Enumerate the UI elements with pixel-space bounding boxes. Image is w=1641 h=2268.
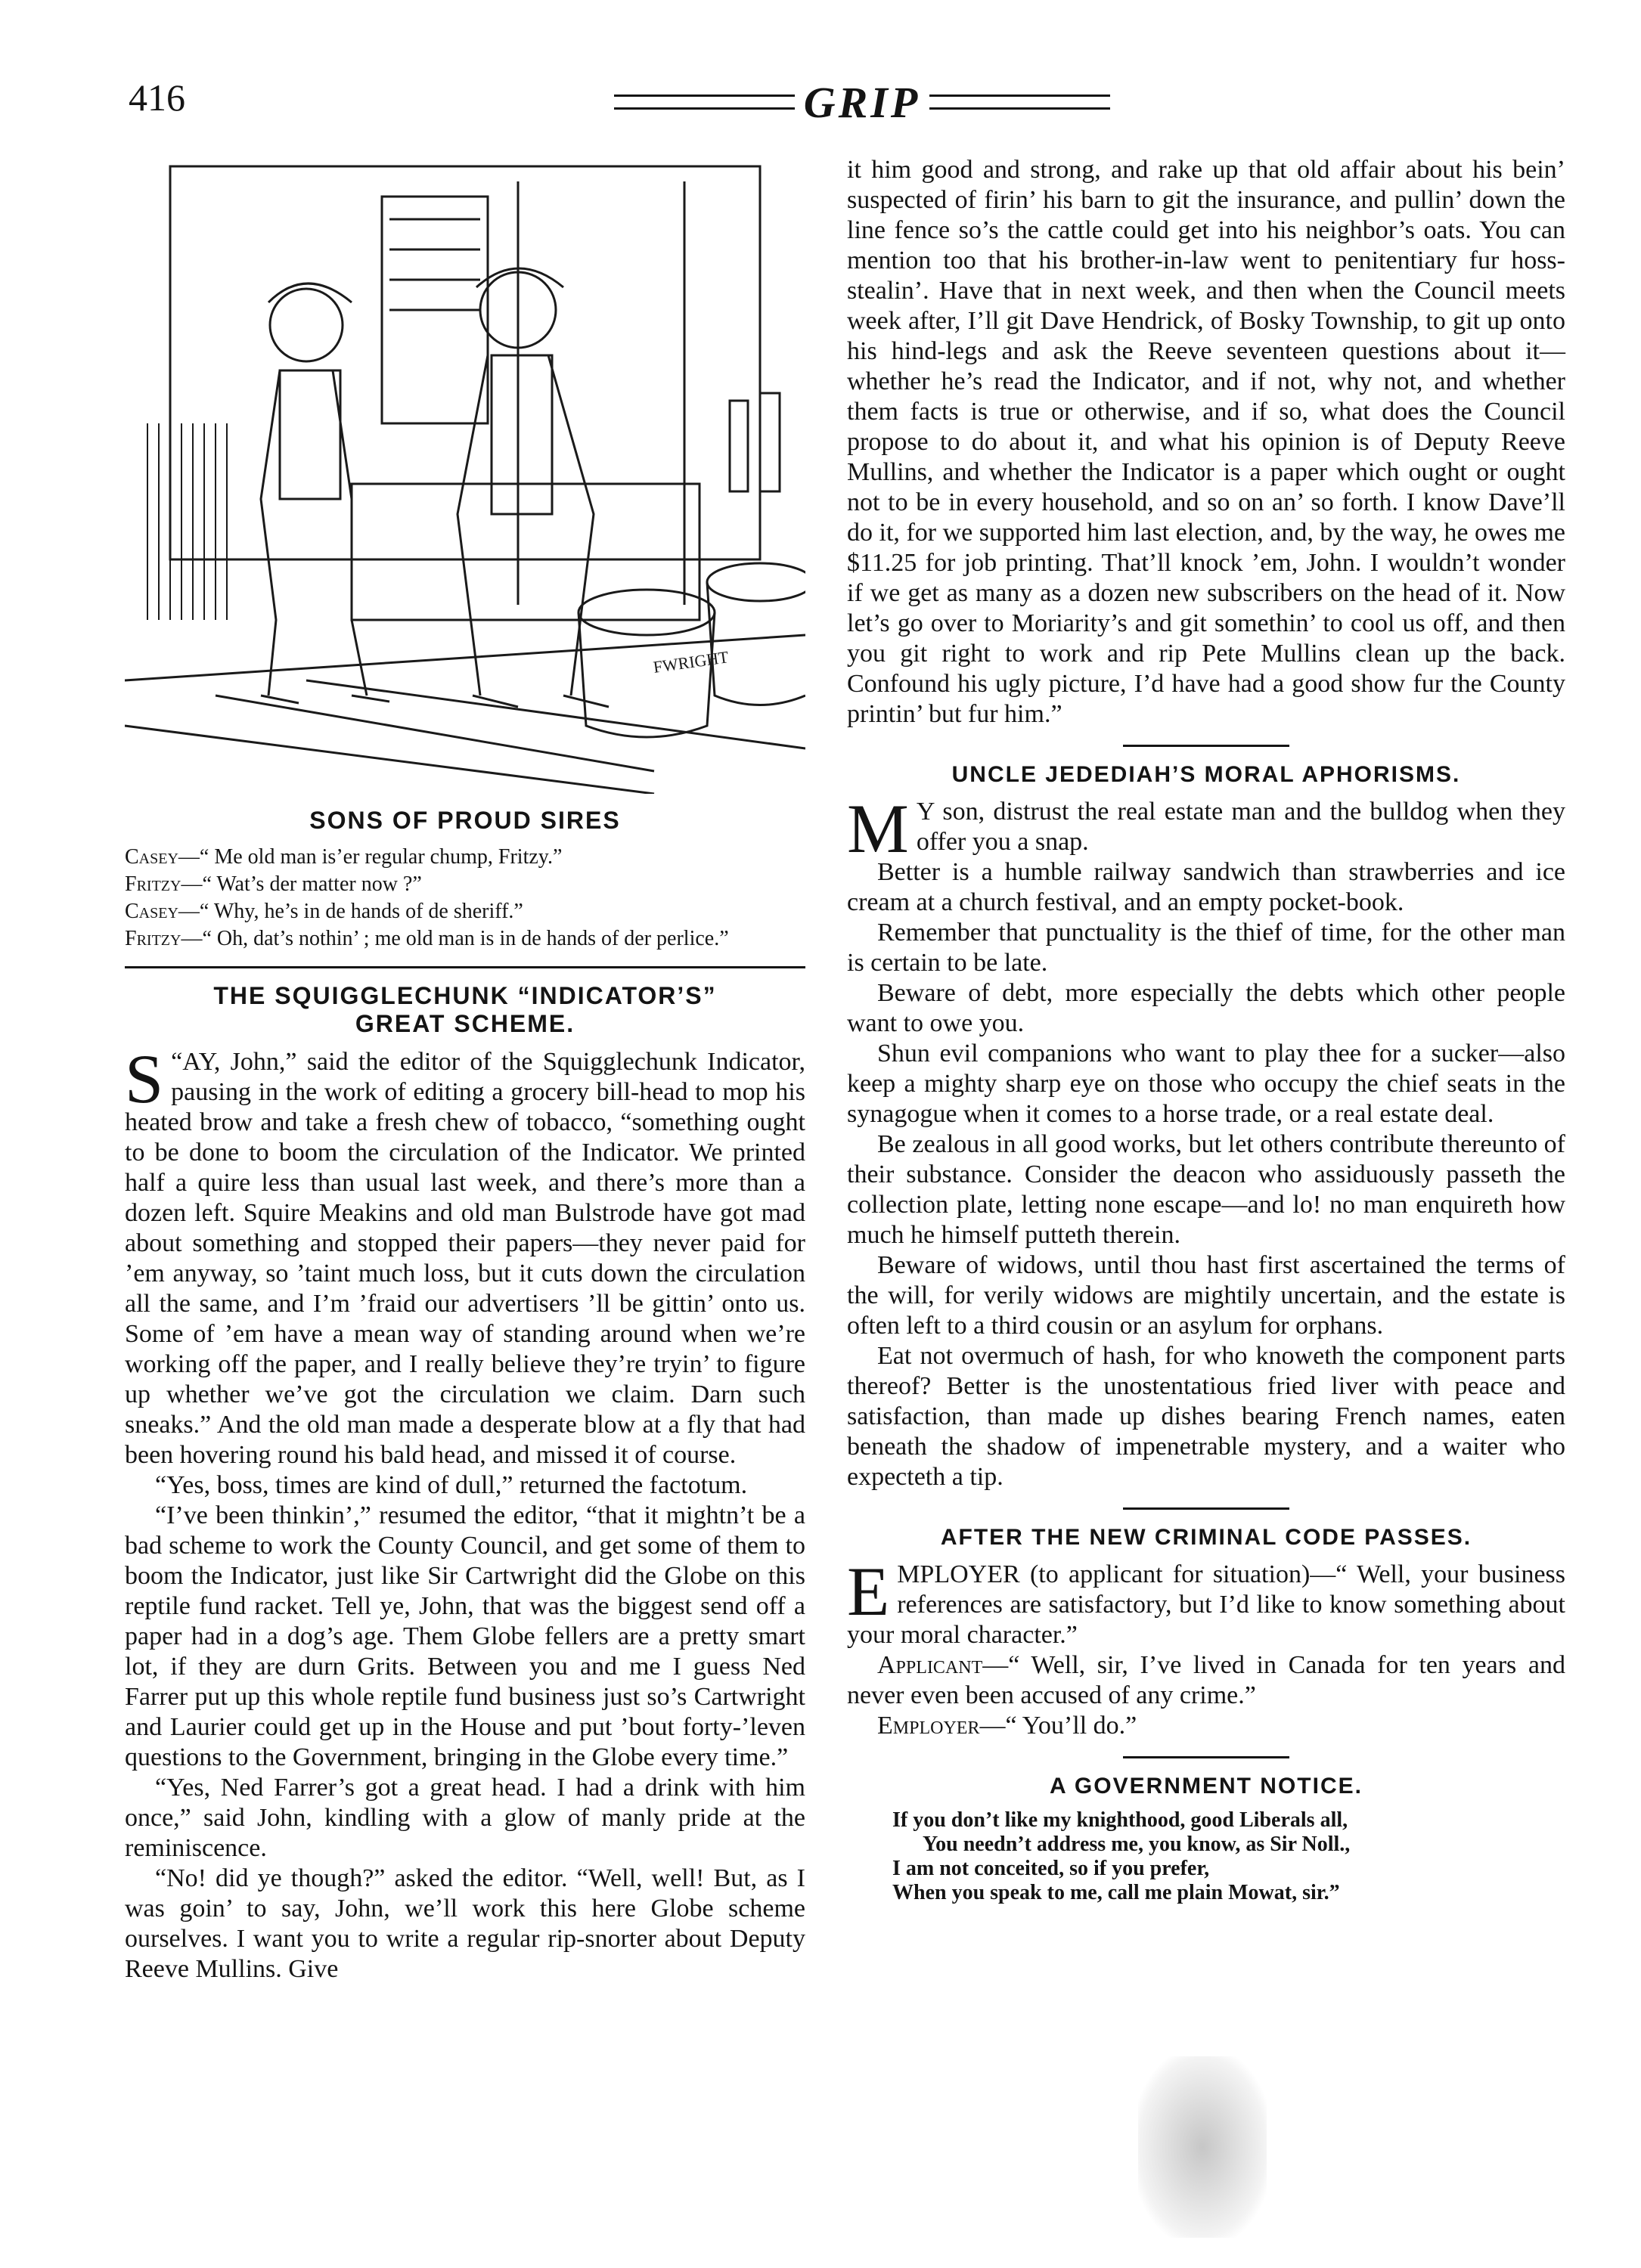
aphorism-paragraph: Better is a humble railway sandwich than strawberries and ice cream at a church festival, and an empty pocket-book. (847, 858, 1565, 916)
caption-text: —“ Wat’s der matter now ?” (181, 872, 422, 896)
article-title: UNCLE JEDEDIAH’S MORAL APHORISMS. (951, 762, 1461, 787)
article-paragraph (125, 1040, 805, 1470)
article-paragraph: “Yes, boss, times are kind of dull,” returned the factotum. (155, 1471, 748, 1499)
caption-line (125, 898, 805, 925)
verse-line: I am not conceited, so if you prefer, (892, 1857, 1210, 1880)
dialogue-speaker: Employer (877, 1712, 980, 1740)
verse-block (892, 1808, 1565, 1905)
article-continuation (847, 155, 1565, 730)
masthead (605, 76, 1119, 129)
dialogue-body (847, 1553, 1565, 1741)
caption-text: —“ Me old man is’er regular chump, Fritzy.” (178, 845, 563, 869)
caption-speaker: Fritzy (125, 872, 181, 896)
caption-speaker: Casey (125, 900, 178, 923)
aphorism-paragraph: Shun evil companions who want to play thee for a sucker—also keep a mighty sharp eye on those who occupy the chief seats in the synagogue when it comes to a horse trade, or a real estate deal. (847, 1040, 1565, 1128)
article-title: A GOVERNMENT NOTICE. (1050, 1774, 1363, 1799)
masthead-rule-left (614, 94, 795, 110)
page-number: 416 (129, 76, 185, 119)
caption-line (125, 844, 805, 871)
caption-line (125, 871, 805, 898)
verse-line: You needn’t address me, you know, as Sir Noll., (923, 1833, 1351, 1856)
dialogue-speaker: MPLOYER (897, 1560, 1020, 1588)
section-divider (125, 966, 805, 968)
caption-speaker: Casey (125, 845, 178, 869)
article-paragraph: “I’ve been thinkin’,” resumed the editor, “that it mightn’t be a bad scheme to work the County Council, and get some of them to boom the Indicator, just like Sir Cartwright did the Globe on this reptile fund racket. Tell ye, John, that was the biggest send off a paper had in a dog’s age. Them Globe fellers are a pretty smart lot, if they are durn Grits. Between you and me I guess Ned Farrer put up this whole reptile fund business just so’s Cartwright and Laurier could get up in the House and put ’bout forty-’leven questions to the Government, bringing in the Globe every time.” (125, 1501, 805, 1771)
verse-line: When you speak to me, call me plain Mowat, sir.” (892, 1881, 1340, 1904)
aphorism-paragraph (847, 790, 1565, 867)
right-column (847, 155, 1565, 1905)
masthead-rule-right (929, 94, 1110, 110)
caption-speaker: Fritzy (125, 927, 181, 950)
article-body (125, 1040, 805, 1984)
drop-cap: M (847, 790, 909, 867)
dialogue-line (847, 1553, 1565, 1650)
paragraph-text: AY, John,” said the editor of the Squigglechunk Indicator, pausing in the work of editing a grocery bill-head to mop his heated brow and take a fresh chew of tobacco, “something ought to be done to boom the circulation of the Indicator. We printed half a quire less than usual last week, and there’s more than a dozen left. Squire Meakins and old man Bulstrode have got mad about something and stopped their papers—they never paid for ’em anyway, so ’taint much loss, but it cuts down the circulation all the same, and I’m ’fraid our advertisers ’ll be gittin’ onto us. Some of ’em have a mean way of standing around when we’re working off the paper, and I really believe they’re tryin’ to figure up whether we’ve got the circulation we claim. Darn such sneaks.” And the old man made a desperate blow at a fly that had been hovering round his bald head, and missed it of course. (125, 1048, 805, 1469)
drop-cap: E (847, 1553, 890, 1630)
opening-quote: “ (171, 1048, 183, 1076)
article-paragraph: it him good and strong, and rake up that old affair about his bein’ suspected of firin’ his barn to git the insurance, and pullin’ down the line fence so’s the cattle could get into his neighbor’s oats. You can mention too that his brother-in-law went to penitentiary fur hoss-stealin’. Have that in next week, and then when the Council meets week after, I’ll git Dave Hendrick, of Bosky Township, to git up onto his hind-legs and ask the Reeve seventeen questions about it—whether he’s read the Indicator, and if not, why not, and whether them facts is true or otherwise, and if so, what does the Council propose to do about it, and what his opinion is of Deputy Reeve Mullins, and whether the Indicator is a paper which ought or ought not to be in every household, and so on an’ so forth. I know Dave’ll do it, for we supported him last election, and, by the way, he owes me $11.25 for job printing. That’ll knock ’em, John. I wouldn’t wonder if we get as many as a dozen new subscribers on the head of it. Now let’s go over to Moriarity’s and git somethin’ to cool us off, and then you git right to work and rip Pete Mullins clean up the back. Confound his ugly picture, I’d have had a good show fur the County printin’ but fur him.” (847, 156, 1565, 728)
article-title: AFTER THE NEW CRIMINAL CODE PASSES. (940, 1525, 1472, 1550)
section-divider (1123, 745, 1289, 747)
caption-line (125, 925, 805, 953)
dialogue-text: (to applicant for situation)—“ Well, your business references are satisfactory, but I’d like to know something about your moral character.” (847, 1560, 1565, 1649)
aphorism-paragraph: Beware of debt, more especially the debts which other people want to owe you. (847, 979, 1565, 1037)
masthead-title: GRIP (803, 77, 921, 127)
aphorism-paragraph: Remember that punctuality is the thief of time, for the other man is certain to be late. (847, 919, 1565, 977)
dialogue-text: —“ You’ll do.” (979, 1712, 1137, 1740)
article-title-line1: THE SQUIGGLECHUNK “INDICATOR’S” (213, 982, 717, 1009)
aphorism-paragraph: Beware of widows, until thou hast first ascertained the terms of the will, for verily widows are mightily uncertain, and the estate is often left to a third cousin or an asylum for orphans. (847, 1251, 1565, 1340)
caption-text: —“ Oh, dat’s nothin’ ; me old man is in de hands of der perlice.” (181, 927, 729, 950)
left-column (125, 151, 805, 1984)
article-paragraph: “No! did ye though?” asked the editor. “Well, well! But, as I was goin’ to say, John, we’ll work this here Globe scheme ourselves. I want you to write a regular rip-snorter about Deputy Reeve Mullins. Give (125, 1864, 805, 1983)
dialogue-line (847, 1650, 1565, 1711)
dialogue-speaker: Applicant (877, 1651, 983, 1679)
paragraph-text: Y son, distrust the real estate man and the bulldog when they offer you a snap. (916, 798, 1565, 856)
section-divider (1123, 1507, 1289, 1510)
cartoon-title: SONS OF PROUD SIRES (309, 807, 621, 834)
aphorism-paragraph: Be zealous in all good works, but let others contribute thereunto of their substance. Consider the deacon who assiduously passeth the collection plate, letting none escape—and lo! no man enquireth how much he himself putteth therein. (847, 1130, 1565, 1249)
cartoon-illustration (125, 151, 805, 794)
cartoon-captions (125, 844, 805, 953)
ink-blot (1138, 2056, 1267, 2238)
dialogue-text: —“ Well, sir, I’ve lived in Canada for ten years and never even been accused of any crime.” (847, 1651, 1565, 1709)
aphorism-paragraph: Eat not overmuch of hash, for who knoweth the component parts thereof? Better is the unostentatious fried liver with peace and satisfaction, than made up dishes bearing French names, eaten beneath the shadow of impenetrable mystery, and a waiter who expecteth a tip. (847, 1342, 1565, 1491)
drop-cap: S (125, 1040, 164, 1117)
aphorisms-body (847, 790, 1565, 1492)
dialogue-line (847, 1711, 1565, 1741)
artist-signature: FWRIGHT (652, 647, 730, 677)
article-paragraph: “Yes, Ned Farrer’s got a great head. I had a drink with him once,” said John, kindling with a glow of manly pride at the reminiscence. (125, 1774, 805, 1862)
article-title-line2: GREAT SCHEME. (355, 1010, 575, 1037)
caption-text: —“ Why, he’s in de hands of de sheriff.” (178, 900, 523, 923)
verse-line: If you don’t like my knighthood, good Liberals all, (892, 1808, 1348, 1832)
section-divider (1123, 1756, 1289, 1758)
